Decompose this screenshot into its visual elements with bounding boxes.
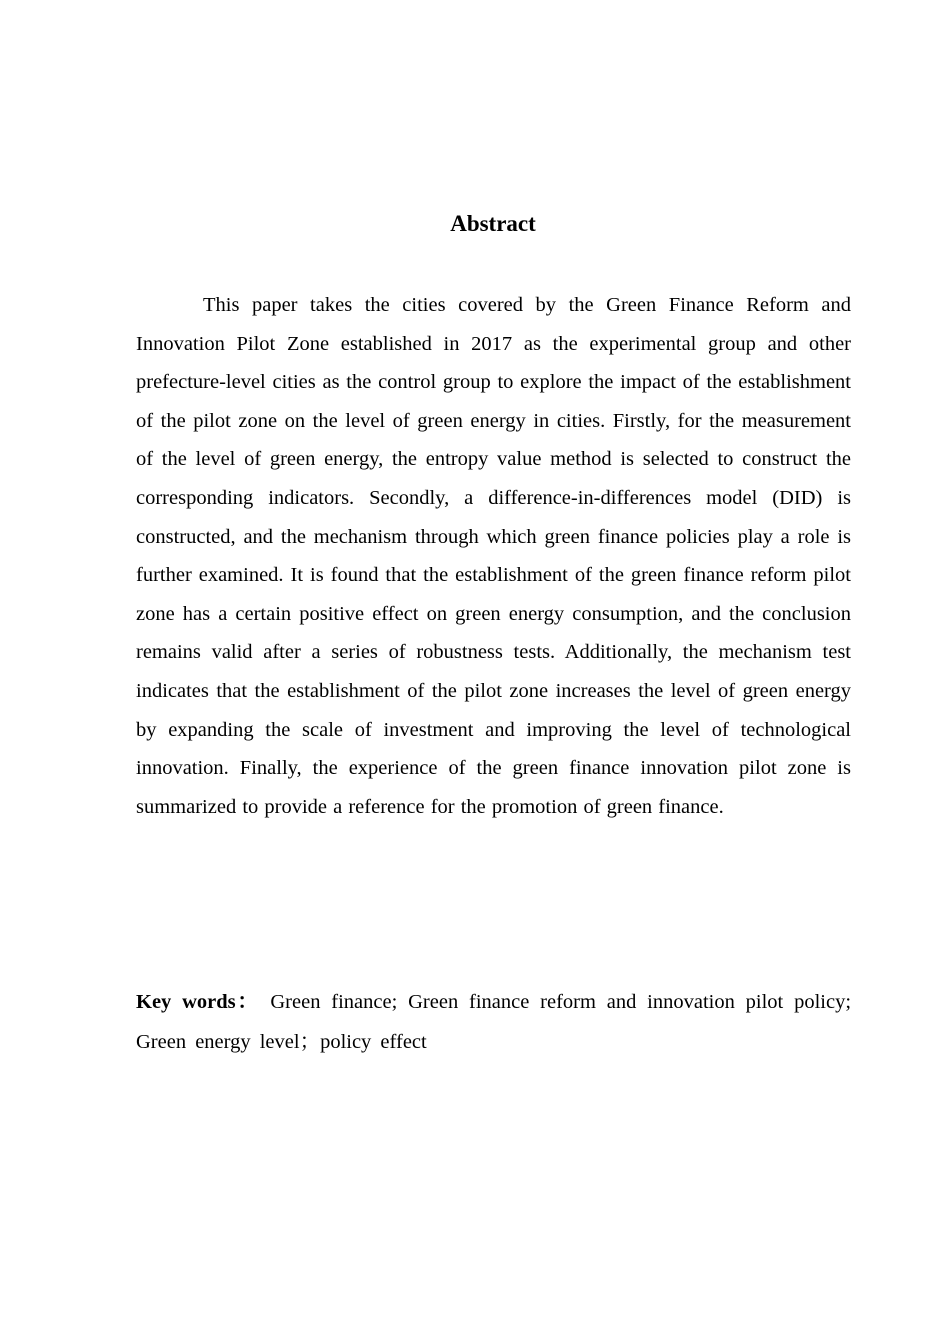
abstract-title: Abstract — [450, 211, 536, 236]
keywords-line — [136, 982, 851, 1062]
keywords-text: Green finance; Green finance reform and innovation pilot policy; Green energy level；policy effect — [136, 991, 852, 1053]
abstract-body: This paper takes the cities covered by the Green Finance Reform and Innovation Pilot Zone established in 2017 as the experimental group and other prefecture-level cities as the control group to explore the impact of the establishment of the pilot zone on the level of green energy in cities. Firstly, for the measurement of the level of green energy, the entropy value method is selected to construct the corresponding indicators. Secondly, a difference-in-differences model (DID) is constructed, and the mechanism through which green finance policies play a role is further examined. It is found that the establishment of the green finance reform pilot zone has a certain positive effect on green energy consumption, and the conclusion remains valid after a series of robustness tests. Additionally, the mechanism test indicates that the establishment of the pilot zone increases the level of green energy by expanding the scale of investment and improving the level of technological innovation. Finally, the experience of the green finance innovation pilot zone is summarized to provide a reference for the promotion of green finance. — [136, 294, 851, 818]
keywords-label: Key words： — [136, 991, 260, 1013]
